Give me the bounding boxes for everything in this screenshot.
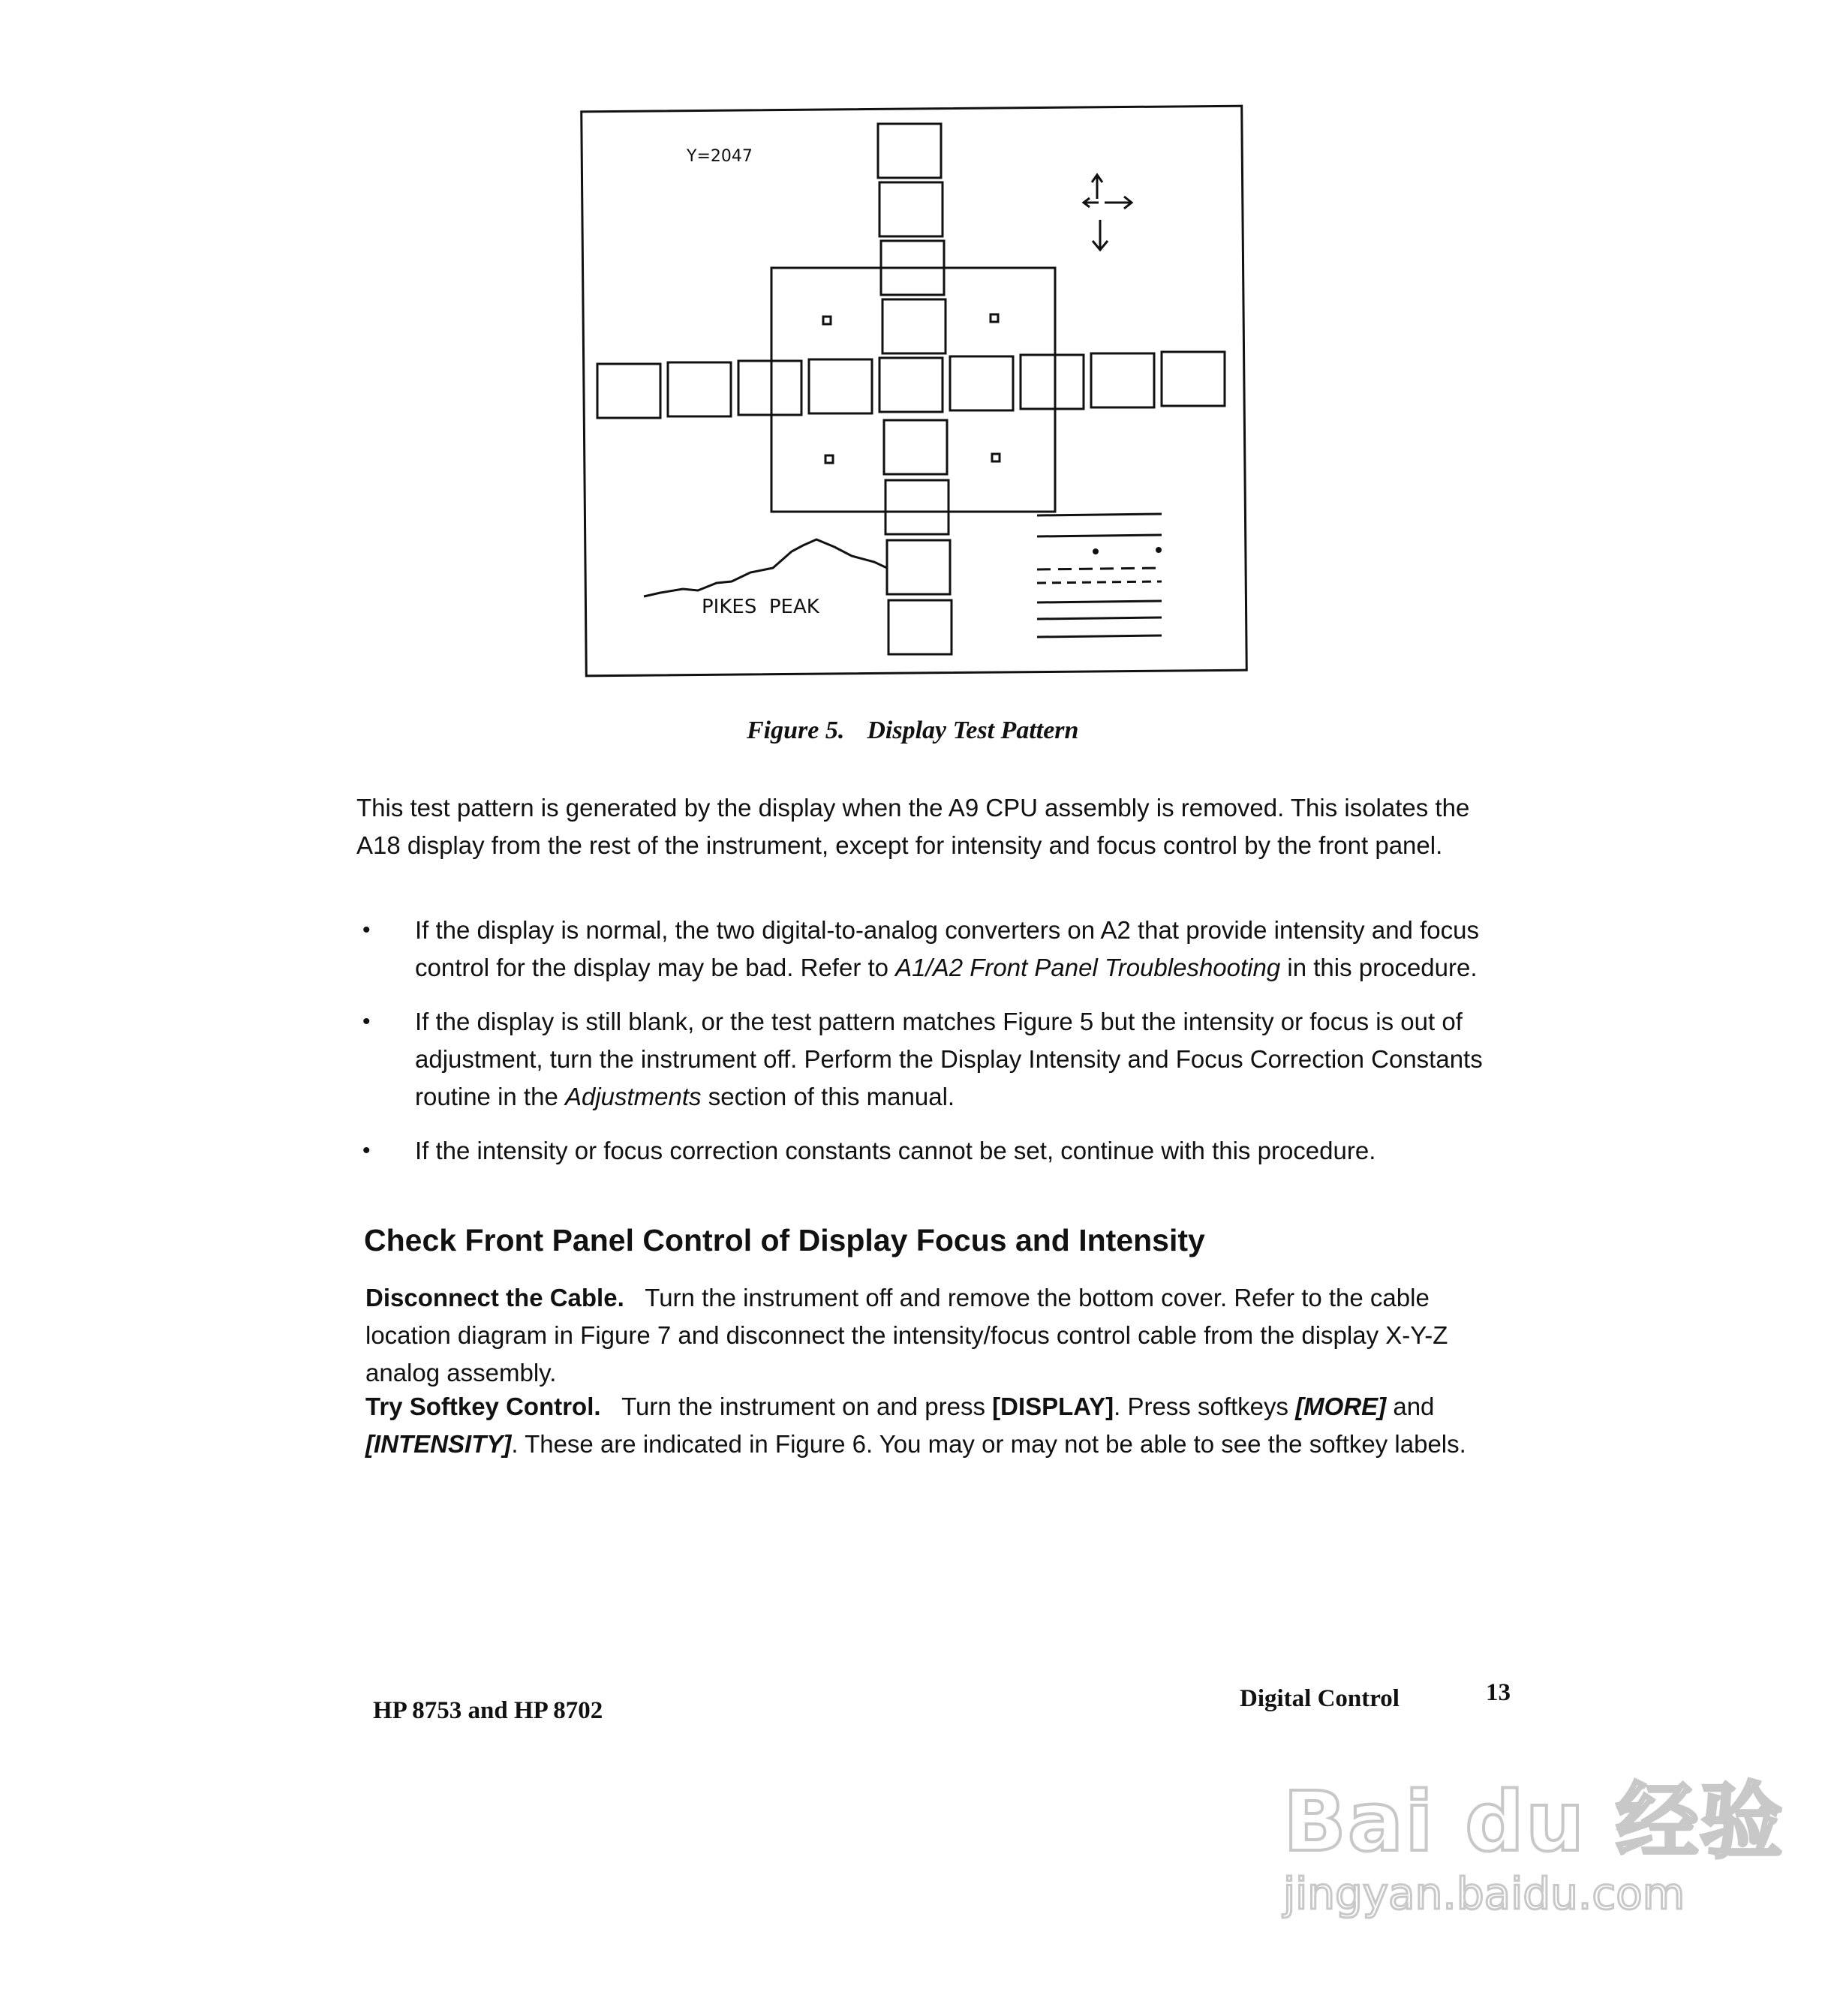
- runin-heading: Disconnect the Cable.: [365, 1284, 624, 1311]
- caption-number: Figure 5.: [747, 717, 845, 744]
- intro-paragraph: This test pattern is generated by the display when the A9 CPU assembly is removed. This isolates the A18 display from the rest of the instrument, except for intensity and focus control by the front panel.: [356, 794, 1470, 859]
- direction-arrows-icon: [1084, 175, 1132, 250]
- baidu-watermark: [1283, 1756, 1784, 2003]
- horizontal-box: [738, 361, 801, 415]
- softkey-more: [MORE]: [1295, 1393, 1387, 1420]
- line-style-samples: [1037, 514, 1162, 637]
- page-number: 13: [1486, 1679, 1511, 1706]
- disconnect-cable-paragraph: Disconnect the Cable. Turn the instrument off and remove the bottom cover. Refer to the cable location diagram in Figure 7 and disconnect the intensity/focus control cable from the display X-Y-Z analog assembly.: [365, 1284, 1448, 1387]
- bullet-dot-icon: •: [362, 1009, 371, 1034]
- vertical-box: [888, 600, 952, 654]
- vertical-box: [885, 480, 949, 534]
- horizontal-box: [879, 358, 943, 412]
- softkey-intensity: [INTENSITY]: [365, 1430, 512, 1458]
- vertical-box: [884, 420, 947, 474]
- caption-title: Display Test Pattern: [867, 717, 1079, 744]
- horizontal-box: [1021, 355, 1084, 409]
- runin-heading: Try Softkey Control.: [365, 1393, 601, 1420]
- y-value-label: Y=2047: [687, 147, 753, 166]
- bullet-dot-icon: •: [362, 1138, 371, 1163]
- vertical-box: [882, 299, 946, 353]
- pikes-peak-label: PIKES PEAK: [702, 596, 819, 618]
- vertical-box: [879, 182, 943, 236]
- hardkey-display: [DISPLAY]: [992, 1393, 1114, 1420]
- small-square: [991, 314, 998, 322]
- bullet-item: • If the display is normal, the two digital-to-analog converters on A2 that provide intensity and focus control for the display may be bad. Refer to A1/A2 Front Panel Troubleshooting in this procedure.: [356, 912, 1505, 987]
- softkey-control-paragraph: Try Softkey Control. Turn the instrument on and press [DISPLAY]. Press softkeys [MORE] and [INTENSITY]. These are indicated in Figure 6. You may or may not be able to see the softkey labels.: [365, 1393, 1466, 1458]
- horizontal-box: [809, 359, 872, 413]
- bullet-dot-icon: •: [362, 918, 371, 942]
- bullet-item: • If the intensity or focus correction constants cannot be set, continue with this procedure.: [356, 1132, 1505, 1170]
- footer-product: HP 8753 and HP 8702: [373, 1697, 603, 1724]
- watermark-logo: Bai du 经验: [1283, 1774, 1784, 1870]
- small-square: [825, 455, 833, 463]
- small-square: [823, 317, 831, 324]
- pikes-peak-curve: [644, 539, 887, 596]
- horizontal-box: [1162, 352, 1225, 406]
- figure-caption: [747, 717, 1197, 745]
- small-square: [992, 454, 1000, 461]
- cross-reference: Adjustments: [564, 1083, 702, 1110]
- horizontal-box: [950, 356, 1013, 410]
- vertical-box: [878, 124, 941, 178]
- footer-section: Digital Control: [1240, 1685, 1400, 1712]
- vertical-box: [887, 540, 950, 594]
- watermark-url: jingyan.baidu.com: [1283, 1868, 1685, 1919]
- cross-reference: A1/A2 Front Panel Troubleshooting: [895, 954, 1281, 981]
- horizontal-box: [597, 364, 660, 418]
- test-pattern-diagram: [578, 101, 1268, 687]
- display-test-pattern-figure: [578, 101, 1268, 687]
- bullet-list: [356, 912, 1505, 1186]
- horizontal-box: [1091, 353, 1154, 407]
- horizontal-box: [668, 362, 731, 416]
- bullet-item: • If the display is still blank, or the test pattern matches Figure 5 but the intensity or focus is out of adjustment, turn the instrument off. Perform the Display Intensity and Focus Correction Constants routine in the Adjustments section of this manual.: [356, 1003, 1505, 1116]
- section-heading: Check Front Panel Control of Display Focus and Intensity: [364, 1223, 1205, 1257]
